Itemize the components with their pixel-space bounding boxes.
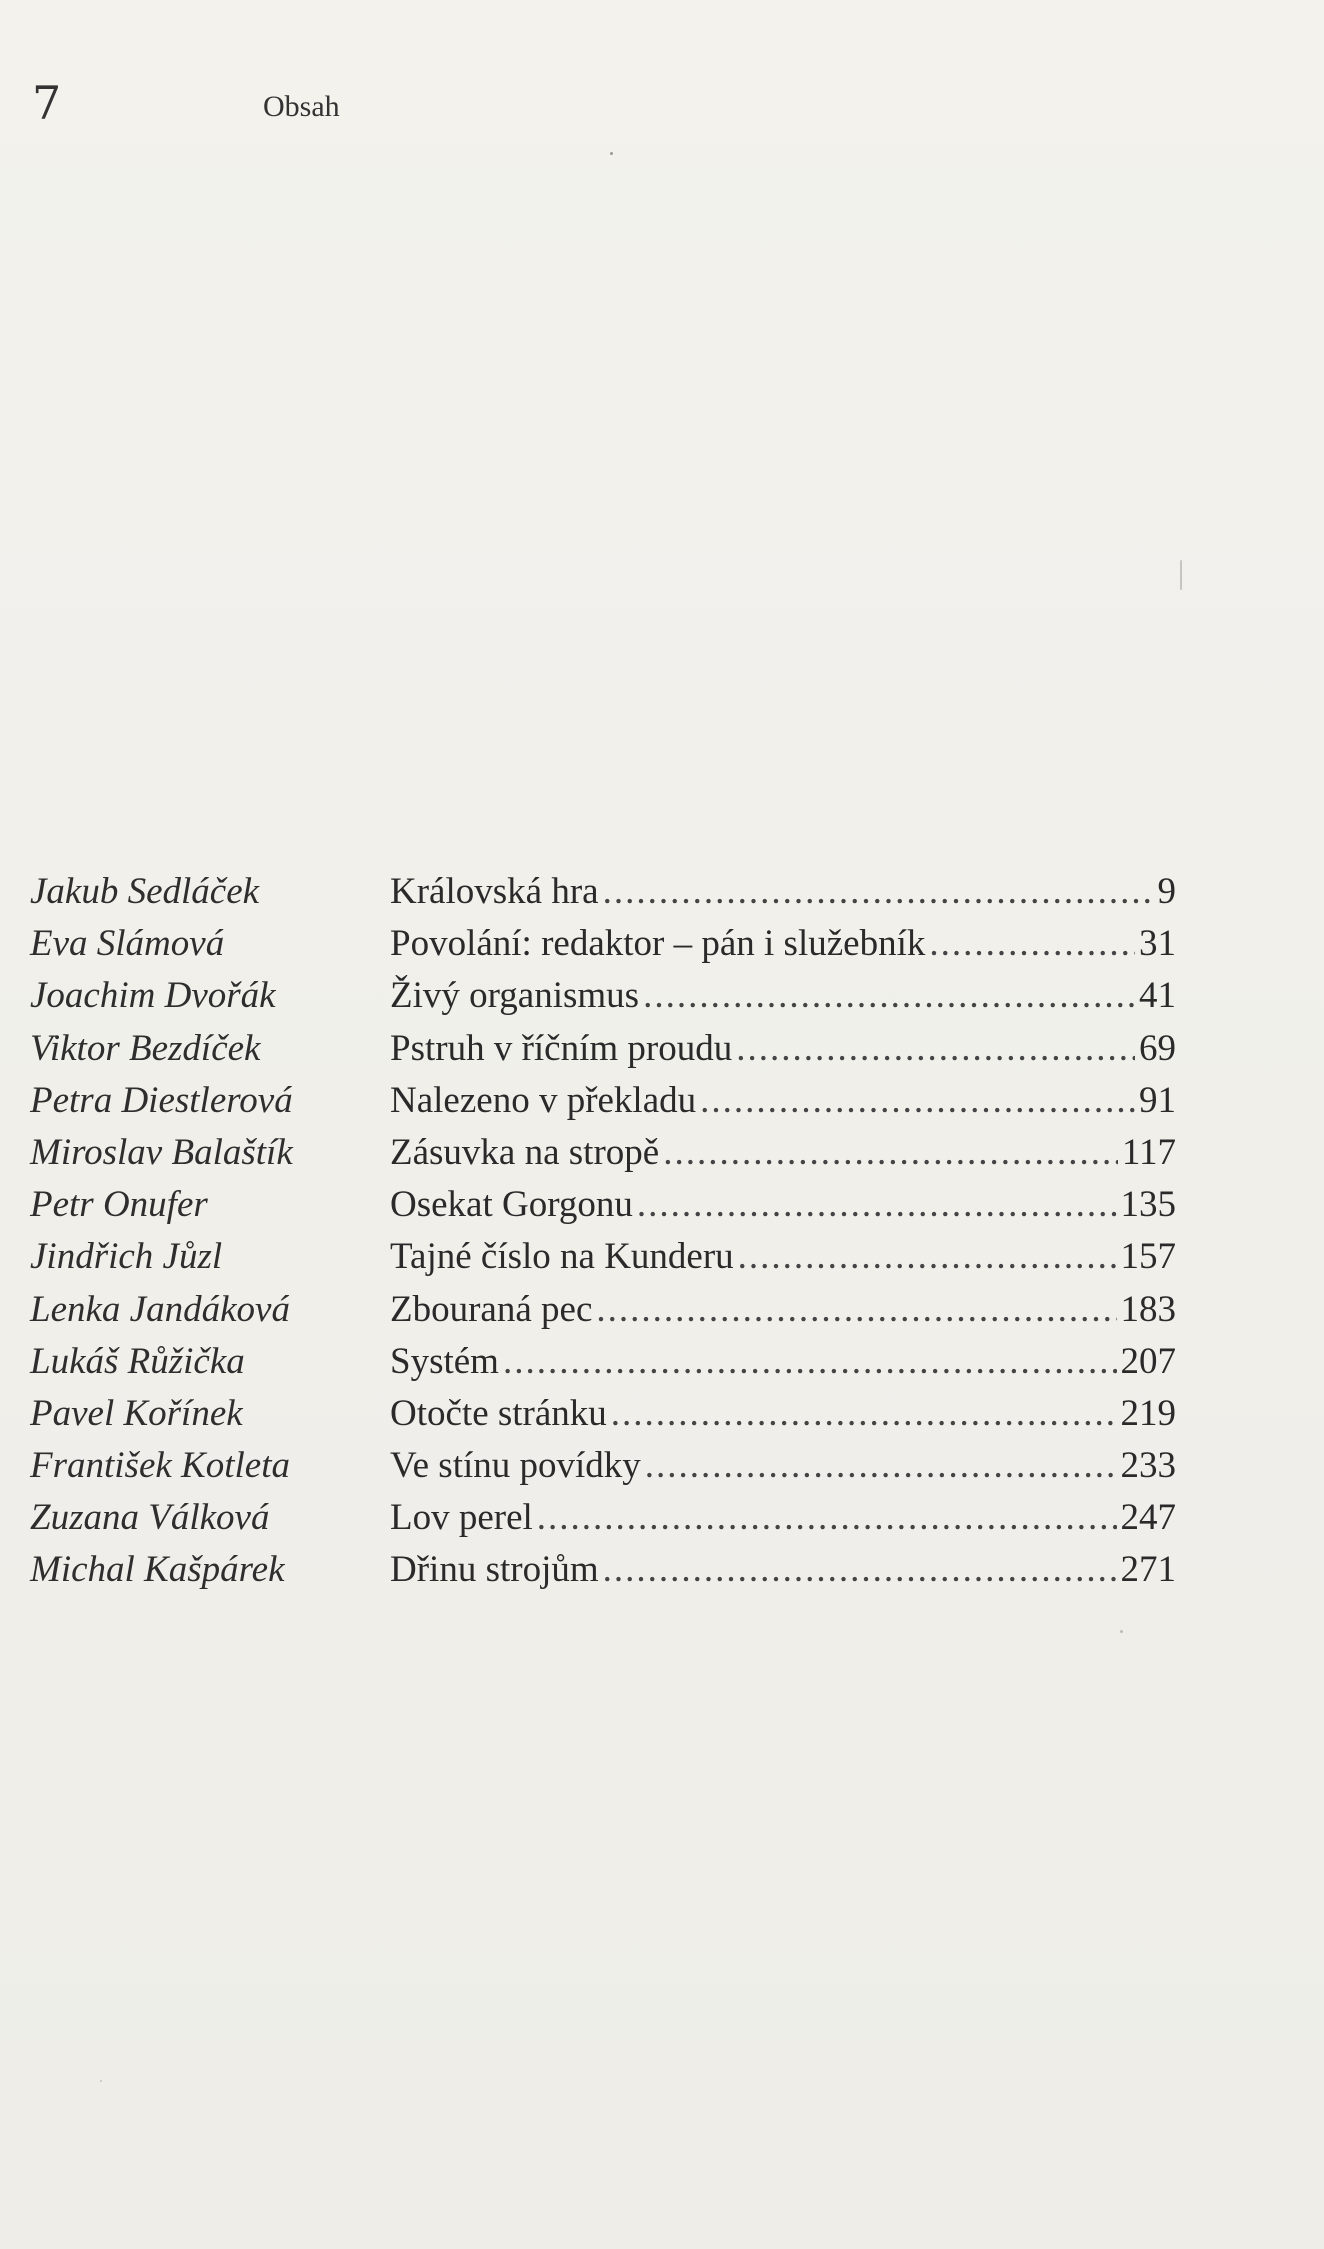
dot-leader <box>537 1492 1117 1544</box>
toc-author: Joachim Dvořák <box>30 975 276 1017</box>
toc-page-number: 219 <box>1120 1392 1176 1434</box>
toc-author: Jindřich Jůzl <box>30 1236 223 1278</box>
paper-speck <box>1120 1630 1123 1633</box>
toc-page-number: 9 <box>1157 871 1176 912</box>
toc-entry <box>390 1127 1176 1179</box>
toc-title: Zásuvka na stropě <box>390 1131 660 1173</box>
toc-author: Lenka Jandáková <box>30 1288 290 1330</box>
toc-row <box>30 1179 1176 1231</box>
toc-title: Lov perel <box>390 1497 533 1539</box>
toc-title: Královská hra <box>390 871 599 912</box>
toc-entry <box>390 1023 1176 1075</box>
toc-author: Zuzana Válková <box>30 1497 270 1539</box>
toc-row <box>30 1388 1176 1440</box>
toc-page-number: 247 <box>1120 1497 1176 1539</box>
toc-entry <box>390 1231 1176 1283</box>
toc-author: Eva Slámová <box>30 923 225 965</box>
toc-title: Zbouraná pec <box>390 1288 593 1330</box>
toc-row <box>30 1336 1176 1388</box>
toc-entry <box>390 1284 1176 1336</box>
toc-author: Jakub Sedláček <box>30 871 260 912</box>
toc-title: Osekat Gorgonu <box>390 1184 633 1226</box>
running-head: Obsah <box>263 90 340 123</box>
dot-leader <box>663 1127 1118 1179</box>
toc-page-number: 233 <box>1120 1445 1176 1487</box>
toc-entry <box>390 970 1176 1022</box>
dot-leader <box>736 1023 1135 1075</box>
toc-author: František Kotleta <box>30 1445 290 1487</box>
dot-leader <box>643 970 1135 1022</box>
toc-author: Viktor Bezdíček <box>30 1027 261 1069</box>
toc-page-number: 157 <box>1120 1236 1176 1278</box>
dot-leader <box>738 1231 1117 1283</box>
toc-title: Otočte stránku <box>390 1392 607 1434</box>
toc-author: Miroslav Balaštík <box>30 1131 293 1173</box>
toc-page-number: 117 <box>1121 1131 1176 1173</box>
toc-title: Dřinu strojům <box>390 1549 599 1591</box>
toc-entry <box>390 1544 1176 1596</box>
page-number: 7 <box>32 76 62 130</box>
toc-row <box>30 866 1176 918</box>
toc-entry <box>390 1492 1176 1544</box>
toc-row <box>30 1492 1176 1544</box>
dot-leader <box>503 1336 1117 1388</box>
toc-row <box>30 918 1176 970</box>
paper-speck <box>610 152 613 155</box>
toc-page-number: 91 <box>1139 1079 1176 1121</box>
toc-author: Lukáš Růžička <box>30 1340 245 1382</box>
toc-page-number: 183 <box>1120 1288 1176 1330</box>
paper-speck <box>1180 560 1182 590</box>
paper-speck <box>100 2080 102 2082</box>
table-of-contents <box>30 866 1176 1597</box>
toc-entry <box>390 1179 1176 1231</box>
dot-leader <box>596 1284 1116 1336</box>
toc-page-number: 41 <box>1139 975 1176 1017</box>
toc-title: Živý organismus <box>390 975 640 1017</box>
toc-title: Pstruh v říčním proudu <box>390 1027 733 1069</box>
toc-row <box>30 1023 1176 1075</box>
toc-row <box>30 1284 1176 1336</box>
toc-page-number: 135 <box>1120 1184 1176 1226</box>
dot-leader <box>700 1075 1135 1127</box>
toc-entry <box>390 1440 1176 1492</box>
toc-author: Petra Diestlerová <box>30 1079 293 1121</box>
toc-row <box>30 970 1176 1022</box>
toc-title: Nalezeno v překladu <box>390 1079 697 1121</box>
toc-page-number: 271 <box>1120 1549 1176 1591</box>
toc-row <box>30 1231 1176 1283</box>
toc-page-number: 69 <box>1139 1027 1176 1069</box>
dot-leader <box>637 1179 1117 1231</box>
toc-entry <box>390 1075 1176 1127</box>
toc-entry <box>390 1388 1176 1440</box>
toc-entry <box>390 918 1176 970</box>
toc-author: Michal Kašpárek <box>30 1549 285 1591</box>
toc-page-number: 31 <box>1139 923 1176 965</box>
dot-leader <box>603 866 1154 918</box>
dot-leader <box>645 1440 1117 1492</box>
toc-title: Povolání: redaktor – pán i služebník <box>390 923 926 965</box>
toc-row <box>30 1440 1176 1492</box>
toc-entry <box>390 866 1176 918</box>
toc-author: Pavel Kořínek <box>30 1392 243 1434</box>
toc-author: Petr Onufer <box>30 1184 208 1226</box>
toc-page-number: 207 <box>1120 1340 1176 1382</box>
toc-entry <box>390 1336 1176 1388</box>
toc-row <box>30 1075 1176 1127</box>
dot-leader <box>603 1544 1117 1596</box>
toc-title: Tajné číslo na Kunderu <box>390 1236 734 1278</box>
toc-title: Ve stínu povídky <box>390 1445 641 1487</box>
toc-title: Systém <box>390 1340 499 1382</box>
toc-row <box>30 1127 1176 1179</box>
toc-row <box>30 1544 1176 1596</box>
dot-leader <box>611 1388 1117 1440</box>
dot-leader <box>929 918 1135 970</box>
